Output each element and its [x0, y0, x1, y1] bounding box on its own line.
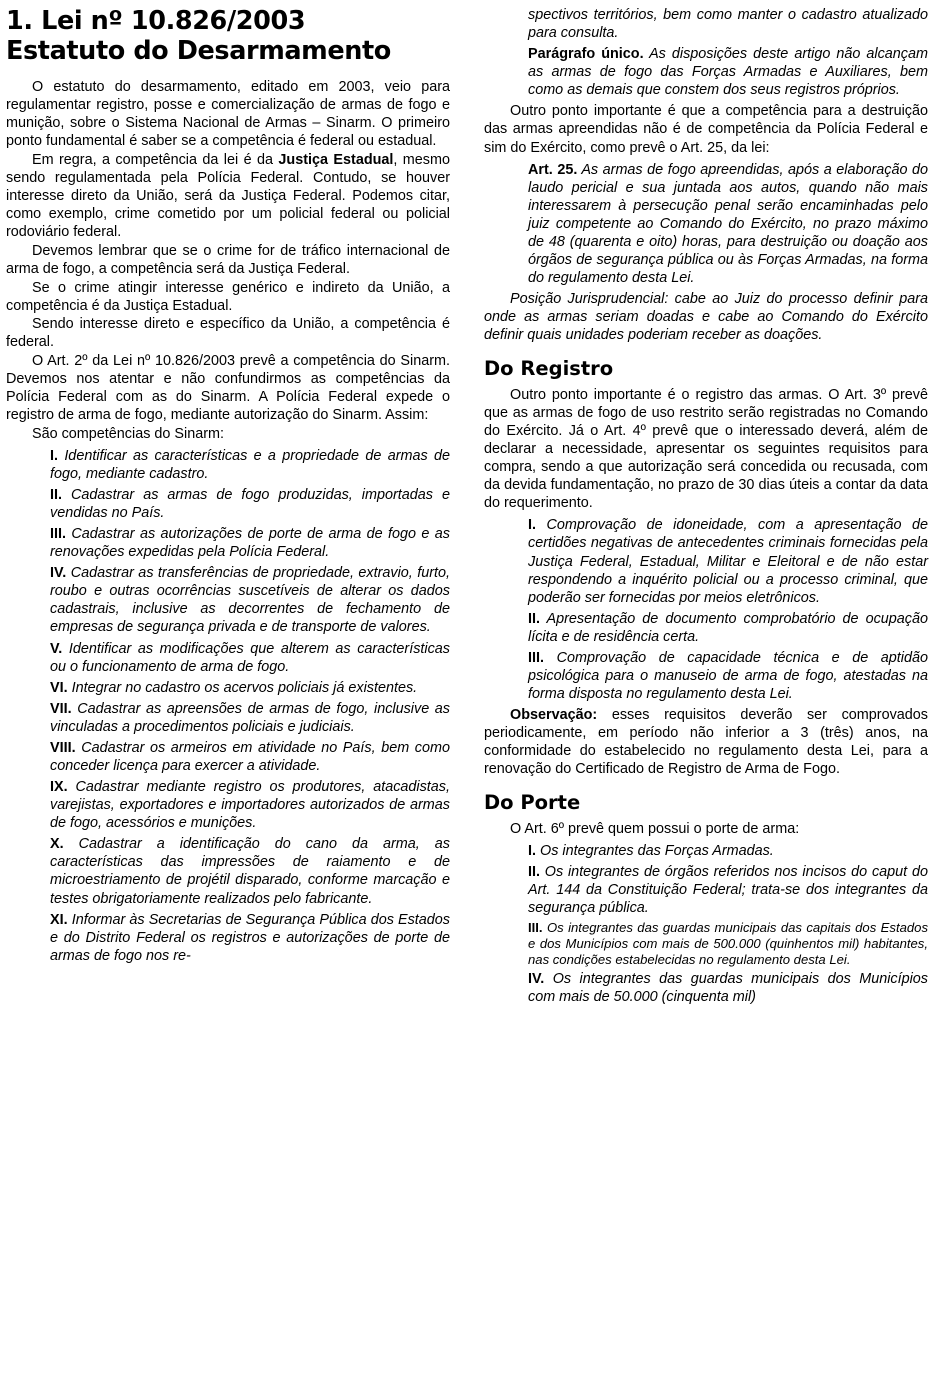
list-item-numeral: VI.	[50, 679, 68, 696]
list-item-numeral: IV.	[528, 971, 545, 988]
left-column	[6, 6, 450, 1369]
list-item-numeral: III.	[50, 526, 66, 543]
observation-text: esses requisitos deverão ser comprovados periodicamente, em período não inferior a 3 (três) anos, na conformidade do estabelecido no regulamento desta Lei, para a renovação do Certificado de Registro de Arma de Fogo.	[484, 707, 928, 778]
paragraph: São competências do Sinarm:	[32, 425, 224, 442]
list-item	[528, 516, 928, 606]
paragraph: Outro ponto importante é o registro das armas. O Art. 3º prevê que as armas de fogo de uso restrito serão registradas no Comando do Exército. Já o Art. 4º prevê que o interessado deverá, além de declarar a necessidade, apresentar os seguintes requisitos para compra, sendo a que autorização será concedida ou recusada, com da devida fundamentação, no prazo de 30 dias úteis a contar da data do requerimento.	[484, 386, 928, 512]
list-item-text: Cadastrar a identificação do cano da arma, as características das impressões de raiamento e de microestriamento de projétil disparado, conforme marcação e testes obrigatoriamente realizados pelo fabricante.	[50, 836, 450, 907]
jurisprudence-note: Posição Jurisprudencial: cabe ao Juiz do processo definir para onde as armas seriam doadas e cabe ao Comando do Exército definir quais unidades poderiam receber as doações.	[484, 291, 928, 344]
right-column	[484, 6, 928, 1369]
list-item-numeral: II.	[50, 486, 62, 503]
article-25-label: Art. 25.	[528, 161, 578, 178]
list-item-text: Identificar as características e a propriedade de armas de fogo, mediante cadastro.	[50, 447, 450, 482]
list-item	[528, 970, 928, 1006]
list-item-numeral: II.	[528, 610, 540, 627]
list-item-numeral: III.	[528, 920, 543, 936]
list-item	[50, 564, 450, 636]
list-item-text: Os integrantes das guardas municipais das capitais dos Estados e dos Municípios com mais de 500.000 (quinhentos mil) habitantes, nas condições estabelecidas no regulamento desta Lei.	[528, 920, 928, 967]
list-item-text: Identificar as modificações que alterem as características ou o funcionamento de arma de fogo.	[50, 640, 450, 675]
list-item-text: Cadastrar os armeiros em atividade no País, bem como conceder licença para exercer a atividade.	[50, 739, 450, 774]
list-item	[50, 700, 450, 736]
two-column-layout	[6, 6, 928, 1369]
continuation-text: spectivos territórios, bem como manter o cadastro atualizado para consulta.	[528, 7, 928, 42]
list-item-numeral: X.	[50, 836, 64, 853]
list-item-numeral: V.	[50, 640, 63, 657]
list-item-text: Apresentação de documento comprobatório de ocupação lícita e de residência certa.	[528, 610, 928, 645]
list-item-text: Os integrantes das Forças Armadas.	[536, 842, 774, 859]
list-item	[528, 610, 928, 646]
paragraph: O estatuto do desarmamento, editado em 2003, veio para regulamentar registro, posse e comercialização de armas de fogo e munição, sobre o Sistema Nacional de Armas – Sinarm. O primeiro ponto fundamental é saber se a competência é federal ou estadual.	[6, 79, 450, 150]
list-item-numeral: VII.	[50, 700, 72, 717]
list-item-numeral: I.	[528, 517, 536, 534]
list-item	[50, 640, 450, 676]
list-item-text: Cadastrar mediante registro os produtores, atacadistas, varejistas, exportadores e importadores autorizados de armas de fogo, acessórios e munições.	[50, 779, 450, 832]
page-title	[6, 6, 450, 66]
list-item-text: Os integrantes de órgãos referidos nos incisos do caput do Art. 144 da Constituição Federal; trata-se dos integrantes da segurança pública.	[528, 863, 928, 917]
list-item-numeral: XI.	[50, 911, 68, 928]
list-item	[50, 447, 450, 483]
bold-term: Justiça Estadual	[278, 151, 394, 168]
paragrafo-unico-text: As disposições deste artigo não alcançam as armas de fogo das Forças Armadas e Auxiliares, bem como as demais que constem dos seus registros próprios.	[528, 46, 928, 99]
paragraph: Se o crime atingir interesse genérico e indireto da União, a competência é da Justiça Estadual.	[6, 279, 450, 314]
article-25-text: As armas de fogo apreendidas, após a elaboração do laudo pericial e sua juntada aos autos, quando não mais interessarem à persecução penal serão encaminhadas pelo juiz competente ao Comando do Exército, no prazo máximo de 48 (quarenta e oito) horas, para destruição ou doação aos órgãos de segurança pública ou às Forças Armadas, na forma do regulamento desta Lei.	[528, 161, 928, 287]
paragrafo-unico	[528, 45, 928, 99]
list-item-text: Comprovação de capacidade técnica e de aptidão psicológica para o manuseio de arma de fogo, atestadas na forma disposta no regulamento desta Lei.	[528, 649, 928, 703]
section-heading-registro: Do Registro	[484, 357, 614, 381]
paragraph: O Art. 6º prevê quem possui o porte de arma:	[510, 820, 800, 837]
article-25	[528, 161, 928, 288]
list-item-numeral: II.	[528, 863, 540, 880]
list-item-text: Cadastrar as transferências de propriedade, extravio, furto, roubo e outras ocorrências suscetíveis de alterar os dados cadastrais, inclusive as decorrentes de fechamento de empresas de segurança privada e de transporte de valores.	[50, 565, 450, 636]
paragraph-with-bold: Em regra, a competência da lei é da Justiça Estadual, mesmo sendo regulamentada pela Polícia Federal. Contudo, se houver interesse direto da União, será da Justiça Federal. Podemos citar, como exemplo, crime cometido por um policial federal ou policial rodoviário federal.	[6, 151, 450, 241]
list-item-text: Comprovação de idoneidade, com a apresentação de certidões negativas de antecedentes criminais fornecidas pela Justiça Federal, Estadual, Militar e Eleitoral e de não estar respondendo a inquérito policial ou a processo criminal, que poderão ser fornecidas por meios eletrônicos.	[528, 517, 928, 606]
list-item-numeral: I.	[528, 842, 536, 859]
paragrafo-unico-label: Parágrafo único.	[528, 46, 644, 63]
list-item-numeral: VIII.	[50, 739, 76, 756]
list-item	[50, 739, 450, 775]
observation-label: Observação:	[510, 707, 598, 724]
list-item-numeral: IV.	[50, 565, 67, 582]
paragraph: Outro ponto importante é que a competência para a destruição das armas apreendidas não é de competência da Polícia Federal e sim do Exército, como prevê o Art. 25, da lei:	[484, 103, 928, 156]
list-item	[50, 835, 450, 907]
list-item	[50, 778, 450, 832]
list-item-numeral: I.	[50, 447, 58, 464]
list-item	[528, 842, 928, 860]
list-item	[50, 679, 450, 697]
list-item	[528, 649, 928, 703]
list-item-text: Os integrantes das guardas municipais dos Municípios com mais de 50.000 (cinquenta mil)	[528, 971, 928, 1006]
observation-paragraph	[484, 706, 928, 778]
list-item-text: Informar às Secretarias de Segurança Pública dos Estados e do Distrito Federal os registros e autorizações de porte de armas de fogo nos re-	[50, 911, 450, 964]
list-item	[50, 911, 450, 965]
section-heading-porte: Do Porte	[484, 791, 581, 815]
list-item	[50, 486, 450, 522]
list-item-text: Integrar no cadastro os acervos policiais já existentes.	[67, 679, 418, 696]
list-item-numeral: IX.	[50, 779, 68, 796]
page-title-line2: Estatuto do Desarmamento	[6, 36, 391, 67]
paragraph: O Art. 2º da Lei nº 10.826/2003 prevê a competência do Sinarm. Devemos nos atentar e não confundirmos as competências da Polícia Federal com as do Sinarm. A Polícia Federal expede o registro de arma de fogo, mediante autorização do Sinarm. Assim:	[6, 352, 450, 424]
paragraph: Devemos lembrar que se o crime for de tráfico internacional de arma de fogo, a competência será da Justiça Federal.	[6, 242, 450, 277]
list-item	[50, 525, 450, 561]
list-item-text: Cadastrar as apreensões de armas de fogo, inclusive as vinculadas a procedimentos policiais e judiciais.	[50, 700, 450, 735]
page-title-line1: 1. Lei nº 10.826/2003	[6, 6, 306, 36]
list-item	[528, 863, 928, 917]
list-item-numeral: III.	[528, 649, 544, 666]
paragraph: Sendo interesse direto e específico da União, a competência é federal.	[6, 316, 450, 351]
list-item-text: Cadastrar as armas de fogo produzidas, importadas e vendidas no País.	[50, 486, 450, 521]
list-item-text: Cadastrar as autorizações de porte de arma de fogo e as renovações expedidas pela Polícia Federal.	[50, 526, 450, 561]
list-item	[528, 920, 928, 967]
